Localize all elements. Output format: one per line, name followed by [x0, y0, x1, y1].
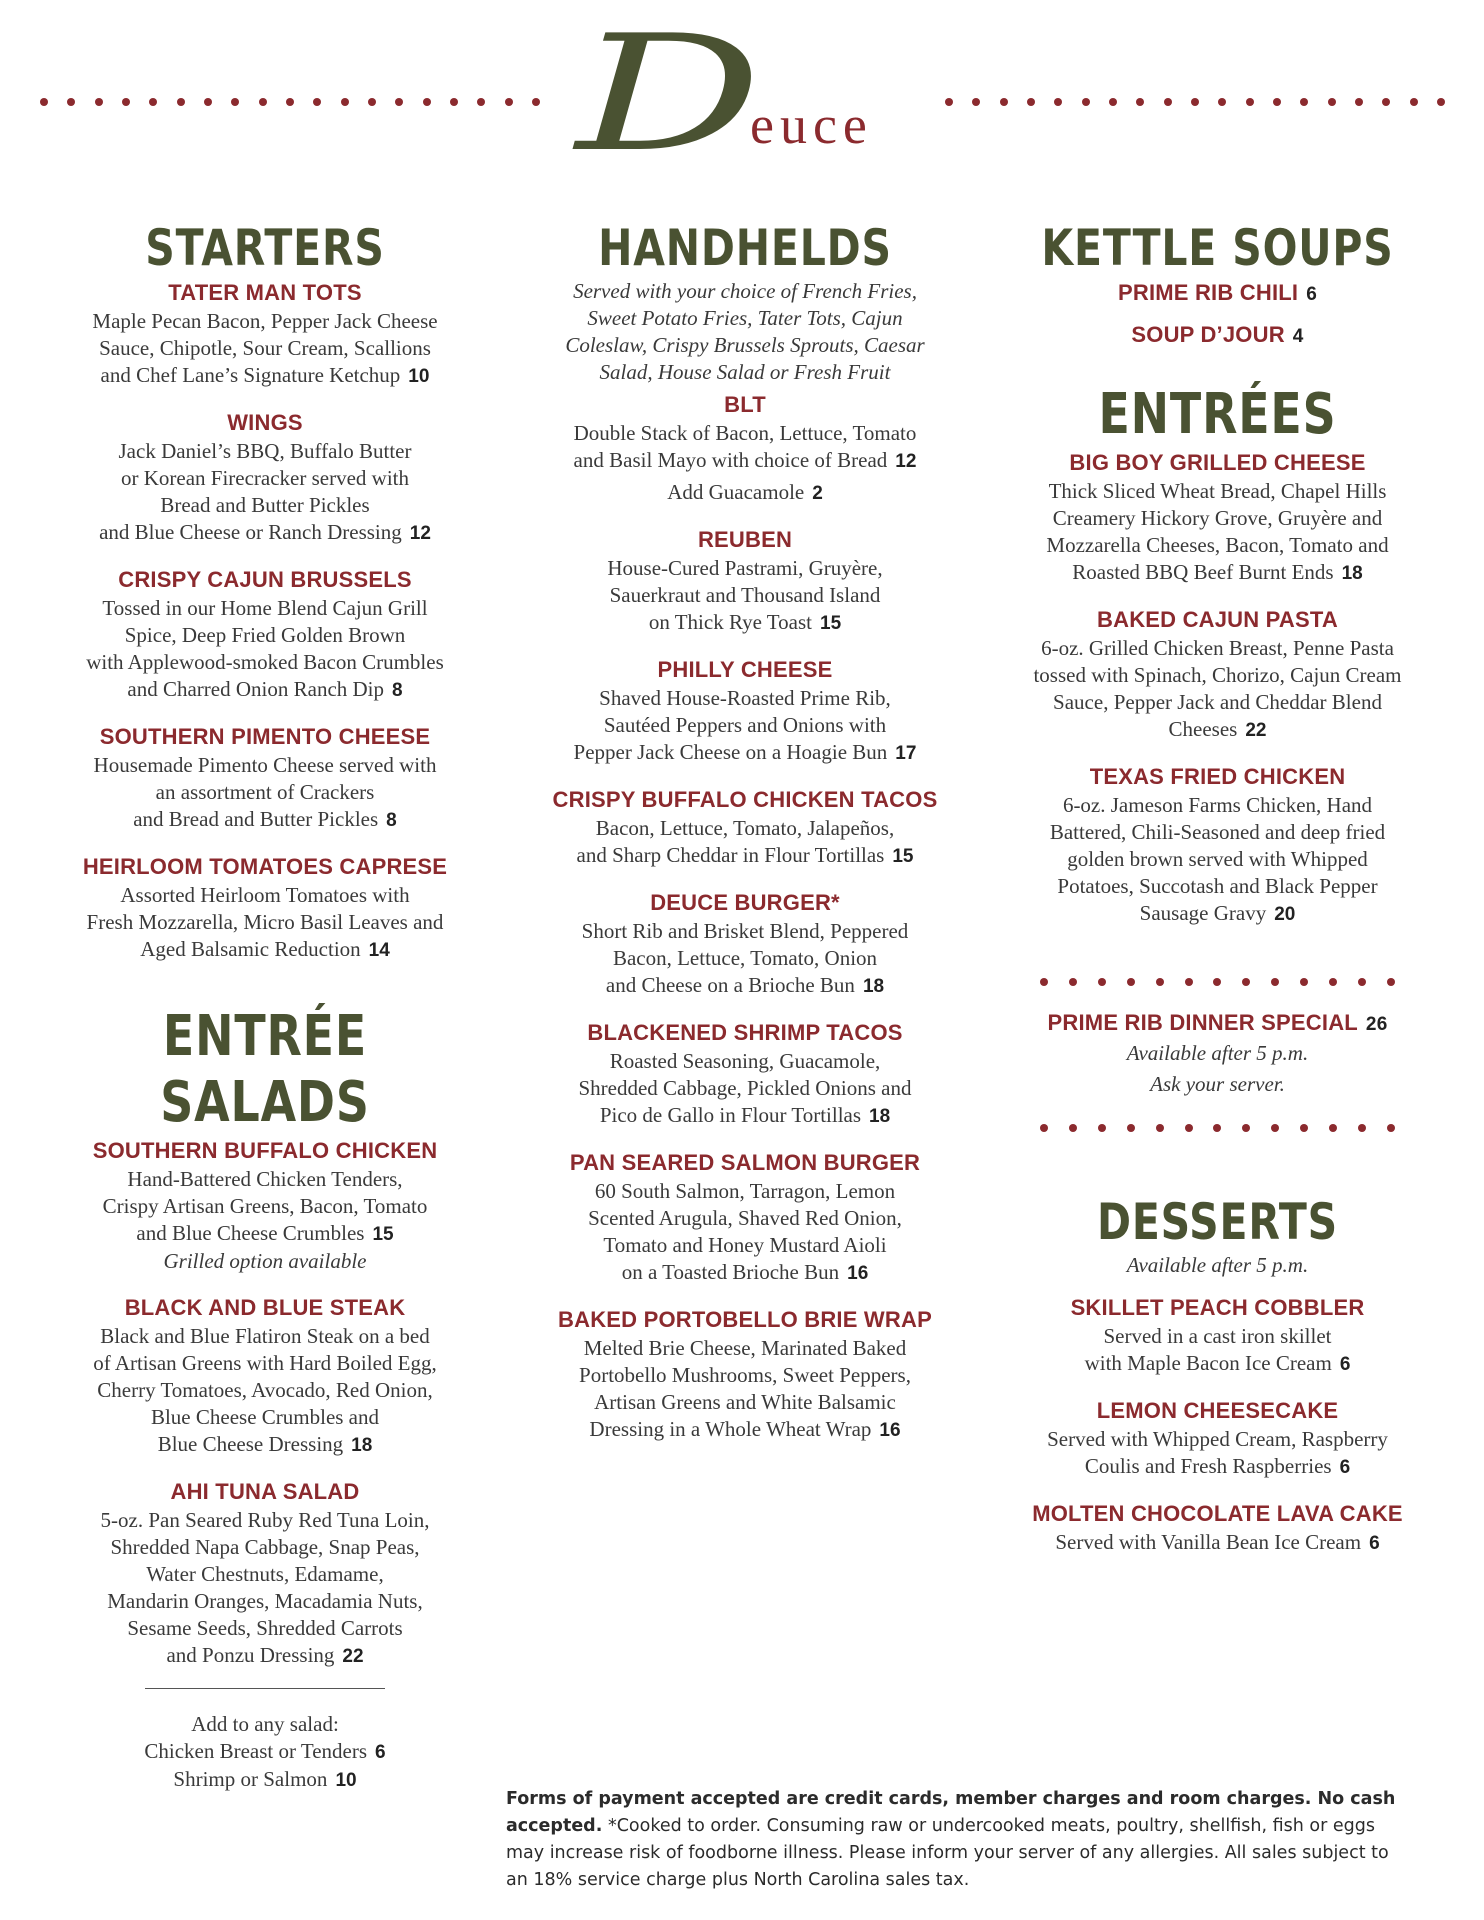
- decorative-dot: [1213, 1124, 1221, 1132]
- menu-item-description: Maple Pecan Bacon, Pepper Jack Cheese: [92, 309, 438, 333]
- column-left: [50, 218, 480, 1794]
- special-dots-bottom: [1040, 1124, 1395, 1132]
- menu-item-description: Sauce, Pepper Jack and Cheddar Blend: [1053, 690, 1382, 714]
- menu-item-price: 18: [869, 1106, 891, 1127]
- menu-item-description: 6-oz. Jameson Farms Chicken, Hand: [1062, 793, 1373, 817]
- menu-item-description: Bacon, Lettuce, Tomato, Onion: [612, 946, 878, 970]
- decorative-dot: [313, 98, 321, 106]
- menu-item-price: 22: [342, 1646, 364, 1667]
- menu-item-description: golden brown served with Whipped: [1067, 847, 1368, 871]
- menu-item: [50, 565, 480, 704]
- menu-item-description: and Sharp Cheddar in Flour Tortillas 15: [576, 843, 914, 867]
- menu-header: [0, 0, 1484, 187]
- salads-list: [50, 1136, 480, 1670]
- menu-item-name: AHI TUNA SALAD: [170, 1479, 360, 1504]
- menu-item: [50, 1293, 480, 1459]
- menu-item-price: 15: [372, 1224, 394, 1245]
- menu-item-description: Creamery Hickory Grove, Gruyère and: [1052, 506, 1383, 530]
- decorative-dot: [1069, 978, 1077, 986]
- starters-title: STARTERS: [145, 219, 385, 277]
- menu-item: [530, 655, 960, 767]
- decorative-dot: [67, 98, 75, 106]
- menu-item-description: Portobello Mushrooms, Sweet Peppers,: [579, 1363, 911, 1387]
- decorative-dot: [1098, 1124, 1106, 1132]
- menu-item: [1000, 448, 1435, 587]
- menu-item-price: 6: [1339, 1457, 1351, 1478]
- menu-item-name: SKILLET PEACH COBBLER: [1070, 1295, 1365, 1320]
- menu-item-price: 8: [386, 810, 397, 831]
- menu-item-name: MOLTEN CHOCOLATE LAVA CAKE: [1032, 1501, 1403, 1526]
- decorative-dot: [1246, 98, 1254, 106]
- menu-item-name: CRISPY CAJUN BRUSSELS: [118, 567, 412, 592]
- menu-item-price: 18: [351, 1435, 373, 1456]
- menu-item: [1000, 605, 1435, 744]
- menu-item-description: of Artisan Greens with Hard Boiled Egg,: [93, 1351, 437, 1375]
- menu-item-description: Black and Blue Flatiron Steak on a bed: [100, 1324, 430, 1348]
- menu-item-description: Battered, Chili-Seasoned and deep fried: [1049, 820, 1386, 844]
- menu-item-description: Sausage Gravy 20: [1139, 901, 1296, 925]
- menu-item-description: Water Chestnuts, Edamame,: [146, 1562, 384, 1586]
- menu-item: [50, 278, 480, 390]
- menu-item-description: Served with Vanilla Bean Ice Cream 6: [1055, 1530, 1380, 1554]
- menu-item: [1000, 1293, 1435, 1378]
- menu-item-description: an assortment of Crackers: [155, 780, 375, 804]
- menu-item-price: 17: [895, 743, 917, 764]
- menu-item-name: TATER MAN TOTS: [168, 280, 362, 305]
- menu-item-name: LEMON CHEESECAKE: [1096, 1398, 1339, 1423]
- decorative-dot: [1355, 98, 1363, 106]
- decorative-dot: [945, 98, 953, 106]
- menu-item-description: Coulis and Fresh Raspberries 6: [1084, 1454, 1351, 1478]
- menu-item-price: 14: [368, 940, 390, 961]
- menu-item-description: and Blue Cheese Crumbles 15: [136, 1221, 394, 1245]
- menu-item-description: Hand-Battered Chicken Tenders,: [127, 1167, 403, 1191]
- menu-item-description: Shredded Napa Cabbage, Snap Peas,: [110, 1535, 420, 1559]
- decorative-dot: [1069, 1124, 1077, 1132]
- menu-item-description: Scented Arugula, Shaved Red Onion,: [588, 1206, 902, 1230]
- menu-item: [530, 1148, 960, 1287]
- desserts-title: DESSERTS: [1096, 1193, 1339, 1251]
- menu-item-name: DEUCE BURGER*: [650, 890, 840, 915]
- menu-item-description: Spice, Deep Fried Golden Brown: [124, 623, 406, 647]
- header-dots-left: [40, 98, 540, 110]
- decorative-dot: [1218, 98, 1226, 106]
- soups-list: [1000, 278, 1435, 352]
- menu-item-description: and Chef Lane’s Signature Ketchup 10: [100, 363, 430, 387]
- decorative-dot: [505, 98, 513, 106]
- menu-item-name: WINGS: [227, 410, 303, 435]
- column-right: [1000, 218, 1435, 1575]
- desserts-list: [1000, 1293, 1435, 1557]
- decorative-dot: [423, 98, 431, 106]
- menu-item-description: 5-oz. Pan Seared Ruby Red Tuna Loin,: [100, 1508, 430, 1532]
- decorative-dot: [1000, 98, 1008, 106]
- menu-item-description: Short Rib and Brisket Blend, Peppered: [581, 919, 909, 943]
- decorative-dot: [40, 98, 48, 106]
- column-middle: [530, 218, 960, 1462]
- menu-item-description: on Thick Rye Toast 15: [648, 610, 842, 634]
- menu-item: [50, 722, 480, 834]
- menu-item-description: with Maple Bacon Ice Cream 6: [1084, 1351, 1351, 1375]
- menu-item-description: or Korean Firecracker served with: [120, 466, 410, 490]
- menu-item-description: Bacon, Lettuce, Tomato, Jalapeños,: [595, 816, 895, 840]
- menu-item-note: Grilled option available: [163, 1249, 367, 1273]
- decorative-dot: [1329, 978, 1337, 986]
- menu-item: [530, 390, 960, 507]
- decorative-dot: [231, 98, 239, 106]
- decorative-dot: [1127, 978, 1135, 986]
- menu-item-price: 6: [1339, 1354, 1351, 1375]
- decorative-dot: [1164, 98, 1172, 106]
- decorative-dot: [1329, 1124, 1337, 1132]
- decorative-dot: [1109, 98, 1117, 106]
- decorative-dot: [1156, 978, 1164, 986]
- decorative-dot: [368, 98, 376, 106]
- decorative-dot: [1040, 1124, 1048, 1132]
- decorative-dot: [1437, 98, 1445, 106]
- menu-item-price: 12: [409, 523, 431, 544]
- menu-item-name: SOUTHERN PIMENTO CHEESE: [99, 724, 431, 749]
- menu-item-description: Bread and Butter Pickles: [160, 493, 370, 517]
- menu-item-description: Thick Sliced Wheat Bread, Chapel Hills: [1048, 479, 1387, 503]
- menu-item-price: 18: [1341, 563, 1363, 584]
- deuce-logo: [568, 0, 918, 187]
- header-dots-right: [945, 98, 1445, 110]
- decorative-dot: [972, 98, 980, 106]
- menu-item-name: BAKED PORTOBELLO BRIE WRAP: [558, 1307, 932, 1332]
- soup-item: PRIME RIB CHILI 6: [1117, 280, 1317, 305]
- menu-item-name: CRISPY BUFFALO CHICKEN TACOS: [552, 787, 938, 812]
- decorative-dot: [532, 98, 540, 106]
- menu-item-price: 15: [820, 613, 842, 634]
- menu-item: [1000, 762, 1435, 928]
- logo-initial: D: [576, 0, 763, 187]
- desserts-note: Available after 5 p.m.: [1126, 1253, 1309, 1277]
- logo-rest: euce: [750, 95, 873, 155]
- menu-item-description: Pepper Jack Cheese on a Hoagie Bun 17: [573, 740, 917, 764]
- handhelds-intro: Served with your choice of French Fries, Sweet Potato Fries, Tater Tots, Cajun Coleslaw, Crispy Brussels Sprouts, Caesar Salad, House Salad or Fresh Fruit: [565, 279, 925, 384]
- decorative-dot: [95, 98, 103, 106]
- decorative-dot: [149, 98, 157, 106]
- menu-item-name: BLACKENED SHRIMP TACOS: [587, 1020, 903, 1045]
- menu-item-description: and Basil Mayo with choice of Bread 12: [573, 448, 917, 472]
- menu-item-description: on a Toasted Brioche Bun 16: [621, 1260, 869, 1284]
- menu-item-description: Roasted BBQ Beef Burnt Ends 18: [1072, 560, 1363, 584]
- soups-title: KETTLE SOUPS: [1041, 219, 1394, 277]
- menu-item-description: Tossed in our Home Blend Cajun Grill: [102, 596, 428, 620]
- soup-item: SOUP D’JOUR 4: [1131, 322, 1304, 347]
- menu-item-description: Served in a cast iron skillet: [1103, 1324, 1332, 1348]
- decorative-dot: [259, 98, 267, 106]
- menu-item-description: Blue Cheese Dressing 18: [157, 1432, 373, 1456]
- menu-item-price: 18: [862, 976, 885, 997]
- decorative-dot: [1127, 1124, 1135, 1132]
- addons-list: [50, 1738, 480, 1794]
- menu-item-description: and Blue Cheese or Ranch Dressing 12: [99, 520, 431, 544]
- menu-item-name: HEIRLOOM TOMATOES CAPRESE: [82, 854, 448, 879]
- menu-item: [1000, 1396, 1435, 1481]
- divider-rule: [145, 1688, 385, 1689]
- decorative-dot: [1185, 1124, 1193, 1132]
- menu-item-description: Assorted Heirloom Tomatoes with: [120, 883, 410, 907]
- menu-item: [530, 525, 960, 637]
- menu-item-description: Sauce, Chipotle, Sour Cream, Scallions: [99, 336, 431, 360]
- menu-item: [50, 1477, 480, 1670]
- menu-item-description: Shredded Cabbage, Pickled Onions and: [578, 1076, 912, 1100]
- menu-item-description: and Ponzu Dressing 22: [166, 1643, 364, 1667]
- decorative-dot: [204, 98, 212, 106]
- decorative-dot: [1027, 98, 1035, 106]
- payment-policy: Forms of payment accepted are credit cards, member charges and room charges. No cash accepted.: [506, 1789, 1396, 1836]
- menu-item-description: Mozzarella Cheeses, Bacon, Tomato and: [1046, 533, 1389, 557]
- decorative-dot: [341, 98, 349, 106]
- menu-item-description: Jack Daniel’s BBQ, Buffalo Butter: [118, 439, 412, 463]
- menu-item: [50, 1136, 480, 1275]
- menu-item-name: PAN SEARED SALMON BURGER: [569, 1150, 921, 1175]
- menu-item: [1000, 1499, 1435, 1557]
- decorative-dot: [1387, 1124, 1395, 1132]
- decorative-dot: [1410, 98, 1418, 106]
- decorative-dot: [1382, 98, 1390, 106]
- menu-item: [530, 1305, 960, 1444]
- decorative-dot: [1082, 98, 1090, 106]
- decorative-dot: [1098, 978, 1106, 986]
- menu-item-price: 15: [892, 846, 914, 867]
- addon-item: Chicken Breast or Tenders 6: [144, 1739, 386, 1763]
- menu-item-description: Served with Whipped Cream, Raspberry: [1047, 1427, 1388, 1451]
- menu-item-name: BIG BOY GRILLED CHEESE: [1069, 450, 1366, 475]
- decorative-dot: [177, 98, 185, 106]
- decorative-dot: [1242, 978, 1250, 986]
- menu-item-price: 16: [847, 1263, 869, 1284]
- decorative-dot: [1136, 98, 1144, 106]
- menu-item-description: Shaved House-Roasted Prime Rib,: [599, 686, 891, 710]
- menu-item-description: Sauerkraut and Thousand Island: [609, 583, 881, 607]
- decorative-dot: [1300, 98, 1308, 106]
- special-dots-top: [1040, 978, 1395, 986]
- decorative-dot: [122, 98, 130, 106]
- decorative-dot: [1300, 978, 1308, 986]
- addon-item: Shrimp or Salmon 10: [173, 1767, 357, 1791]
- handhelds-list: [530, 390, 960, 1444]
- menu-item-description: Housemade Pimento Cheese served with: [93, 753, 437, 777]
- menu-item-description: Artisan Greens and White Balsamic: [594, 1390, 896, 1414]
- menu-item-description: Cheeses 22: [1168, 717, 1267, 741]
- menu-item-name: BLT: [724, 392, 766, 417]
- menu-item-description: Mandarin Oranges, Macadamia Nuts,: [107, 1589, 423, 1613]
- prime-rib-special: [1000, 1008, 1435, 1098]
- menu-item: [530, 888, 960, 1000]
- decorative-dot: [1300, 1124, 1308, 1132]
- decorative-dot: [1328, 98, 1336, 106]
- menu-item-description: Sautéed Peppers and Onions with: [603, 713, 887, 737]
- menu-item-description: 60 South Salmon, Tarragon, Lemon: [594, 1179, 896, 1203]
- menu-item-description: Melted Brie Cheese, Marinated Baked: [583, 1336, 907, 1360]
- decorative-dot: [1242, 1124, 1250, 1132]
- menu-item-price: 10: [408, 366, 430, 387]
- entrees-title: ENTRÉES: [1098, 382, 1337, 447]
- menu-item-name: BLACK AND BLUE STEAK: [124, 1295, 406, 1320]
- menu-item-description: and Bread and Butter Pickles 8: [133, 807, 397, 831]
- menu-item-name: TEXAS FRIED CHICKEN: [1089, 764, 1346, 789]
- menu-item: [530, 1018, 960, 1130]
- menu-item-description: 6-oz. Grilled Chicken Breast, Penne Pasta: [1041, 636, 1394, 660]
- special-ask-server: Ask your server.: [1150, 1072, 1285, 1096]
- salads-title: ENTRÉE SALADS: [160, 1004, 370, 1135]
- menu-item-price: 12: [895, 451, 917, 472]
- menu-item-description: and Charred Onion Ranch Dip 8: [127, 677, 403, 701]
- menu-item-description: and Cheese on a Brioche Bun 18: [605, 973, 885, 997]
- entrees-list: [1000, 448, 1435, 928]
- handhelds-title: HANDHELDS: [598, 219, 892, 277]
- decorative-dot: [1387, 978, 1395, 986]
- menu-item-description: tossed with Spinach, Chorizo, Cajun Cream: [1033, 663, 1402, 687]
- starters-list: [50, 278, 480, 964]
- special-availability: Available after 5 p.m.: [1126, 1041, 1309, 1065]
- decorative-dot: [1358, 1124, 1366, 1132]
- decorative-dot: [1271, 1124, 1279, 1132]
- menu-item-name: PHILLY CHEESE: [657, 657, 833, 682]
- decorative-dot: [1271, 978, 1279, 986]
- menu-item-description: Blue Cheese Crumbles and: [150, 1405, 380, 1429]
- decorative-dot: [395, 98, 403, 106]
- menu-item-description: Tomato and Honey Mustard Aioli: [603, 1233, 887, 1257]
- menu-item-description: Potatoes, Succotash and Black Pepper: [1057, 874, 1378, 898]
- menu-item-description: Dressing in a Whole Wheat Wrap 16: [589, 1417, 901, 1441]
- menu-item-description: with Applewood-smoked Bacon Crumbles: [86, 650, 444, 674]
- decorative-dot: [1156, 1124, 1164, 1132]
- decorative-dot: [1185, 978, 1193, 986]
- menu-item-name: REUBEN: [697, 527, 793, 552]
- decorative-dot: [450, 98, 458, 106]
- decorative-dot: [286, 98, 294, 106]
- menu-item-description: Sesame Seeds, Shredded Carrots: [127, 1616, 403, 1640]
- decorative-dot: [1191, 98, 1199, 106]
- allergy-notice: *Cooked to order. Consuming raw or undercooked meats, poultry, shellfish, fish or eggs may increase risk of foodborne illness. Please inform your server of any allergies. All sales subject to an 18% service charge plus North Carolina sales tax.: [506, 1816, 1389, 1890]
- decorative-dot: [477, 98, 485, 106]
- menu-item-price: 6: [1369, 1533, 1380, 1554]
- menu-item-description: Pico de Gallo in Flour Tortillas 18: [599, 1103, 891, 1127]
- menu-item-description: Cherry Tomatoes, Avocado, Red Onion,: [97, 1378, 433, 1402]
- decorative-dot: [1040, 978, 1048, 986]
- menu-item: [530, 785, 960, 870]
- menu-item-addon: Add Guacamole 2: [667, 480, 823, 504]
- menu-item-description: Roasted Seasoning, Guacamole,: [609, 1049, 881, 1073]
- menu-item-price: 16: [879, 1420, 901, 1441]
- menu-item-price: 22: [1245, 720, 1267, 741]
- decorative-dot: [1054, 98, 1062, 106]
- decorative-dot: [1213, 978, 1221, 986]
- addons-title: Add to any salad:: [191, 1712, 339, 1736]
- menu-item-name: SOUTHERN BUFFALO CHICKEN: [92, 1138, 438, 1163]
- menu-item-description: Crispy Artisan Greens, Bacon, Tomato: [102, 1194, 428, 1218]
- menu-item-name: BAKED CAJUN PASTA: [1097, 607, 1338, 632]
- menu-item-description: Double Stack of Bacon, Lettuce, Tomato: [573, 421, 917, 445]
- decorative-dot: [1358, 978, 1366, 986]
- menu-item-price: 20: [1274, 904, 1296, 925]
- decorative-dot: [1273, 98, 1281, 106]
- special-name: PRIME RIB DINNER SPECIAL 26: [1047, 1010, 1388, 1035]
- menu-item-description: House-Cured Pastrami, Gruyère,: [607, 556, 883, 580]
- menu-item-description: Aged Balsamic Reduction 14: [140, 937, 390, 961]
- payment-and-allergy-notice: [506, 1786, 1416, 1894]
- menu-item-price: 8: [392, 680, 403, 701]
- menu-item: [50, 408, 480, 547]
- menu-item: [50, 852, 480, 964]
- menu-item-description: Fresh Mozzarella, Micro Basil Leaves and: [86, 910, 444, 934]
